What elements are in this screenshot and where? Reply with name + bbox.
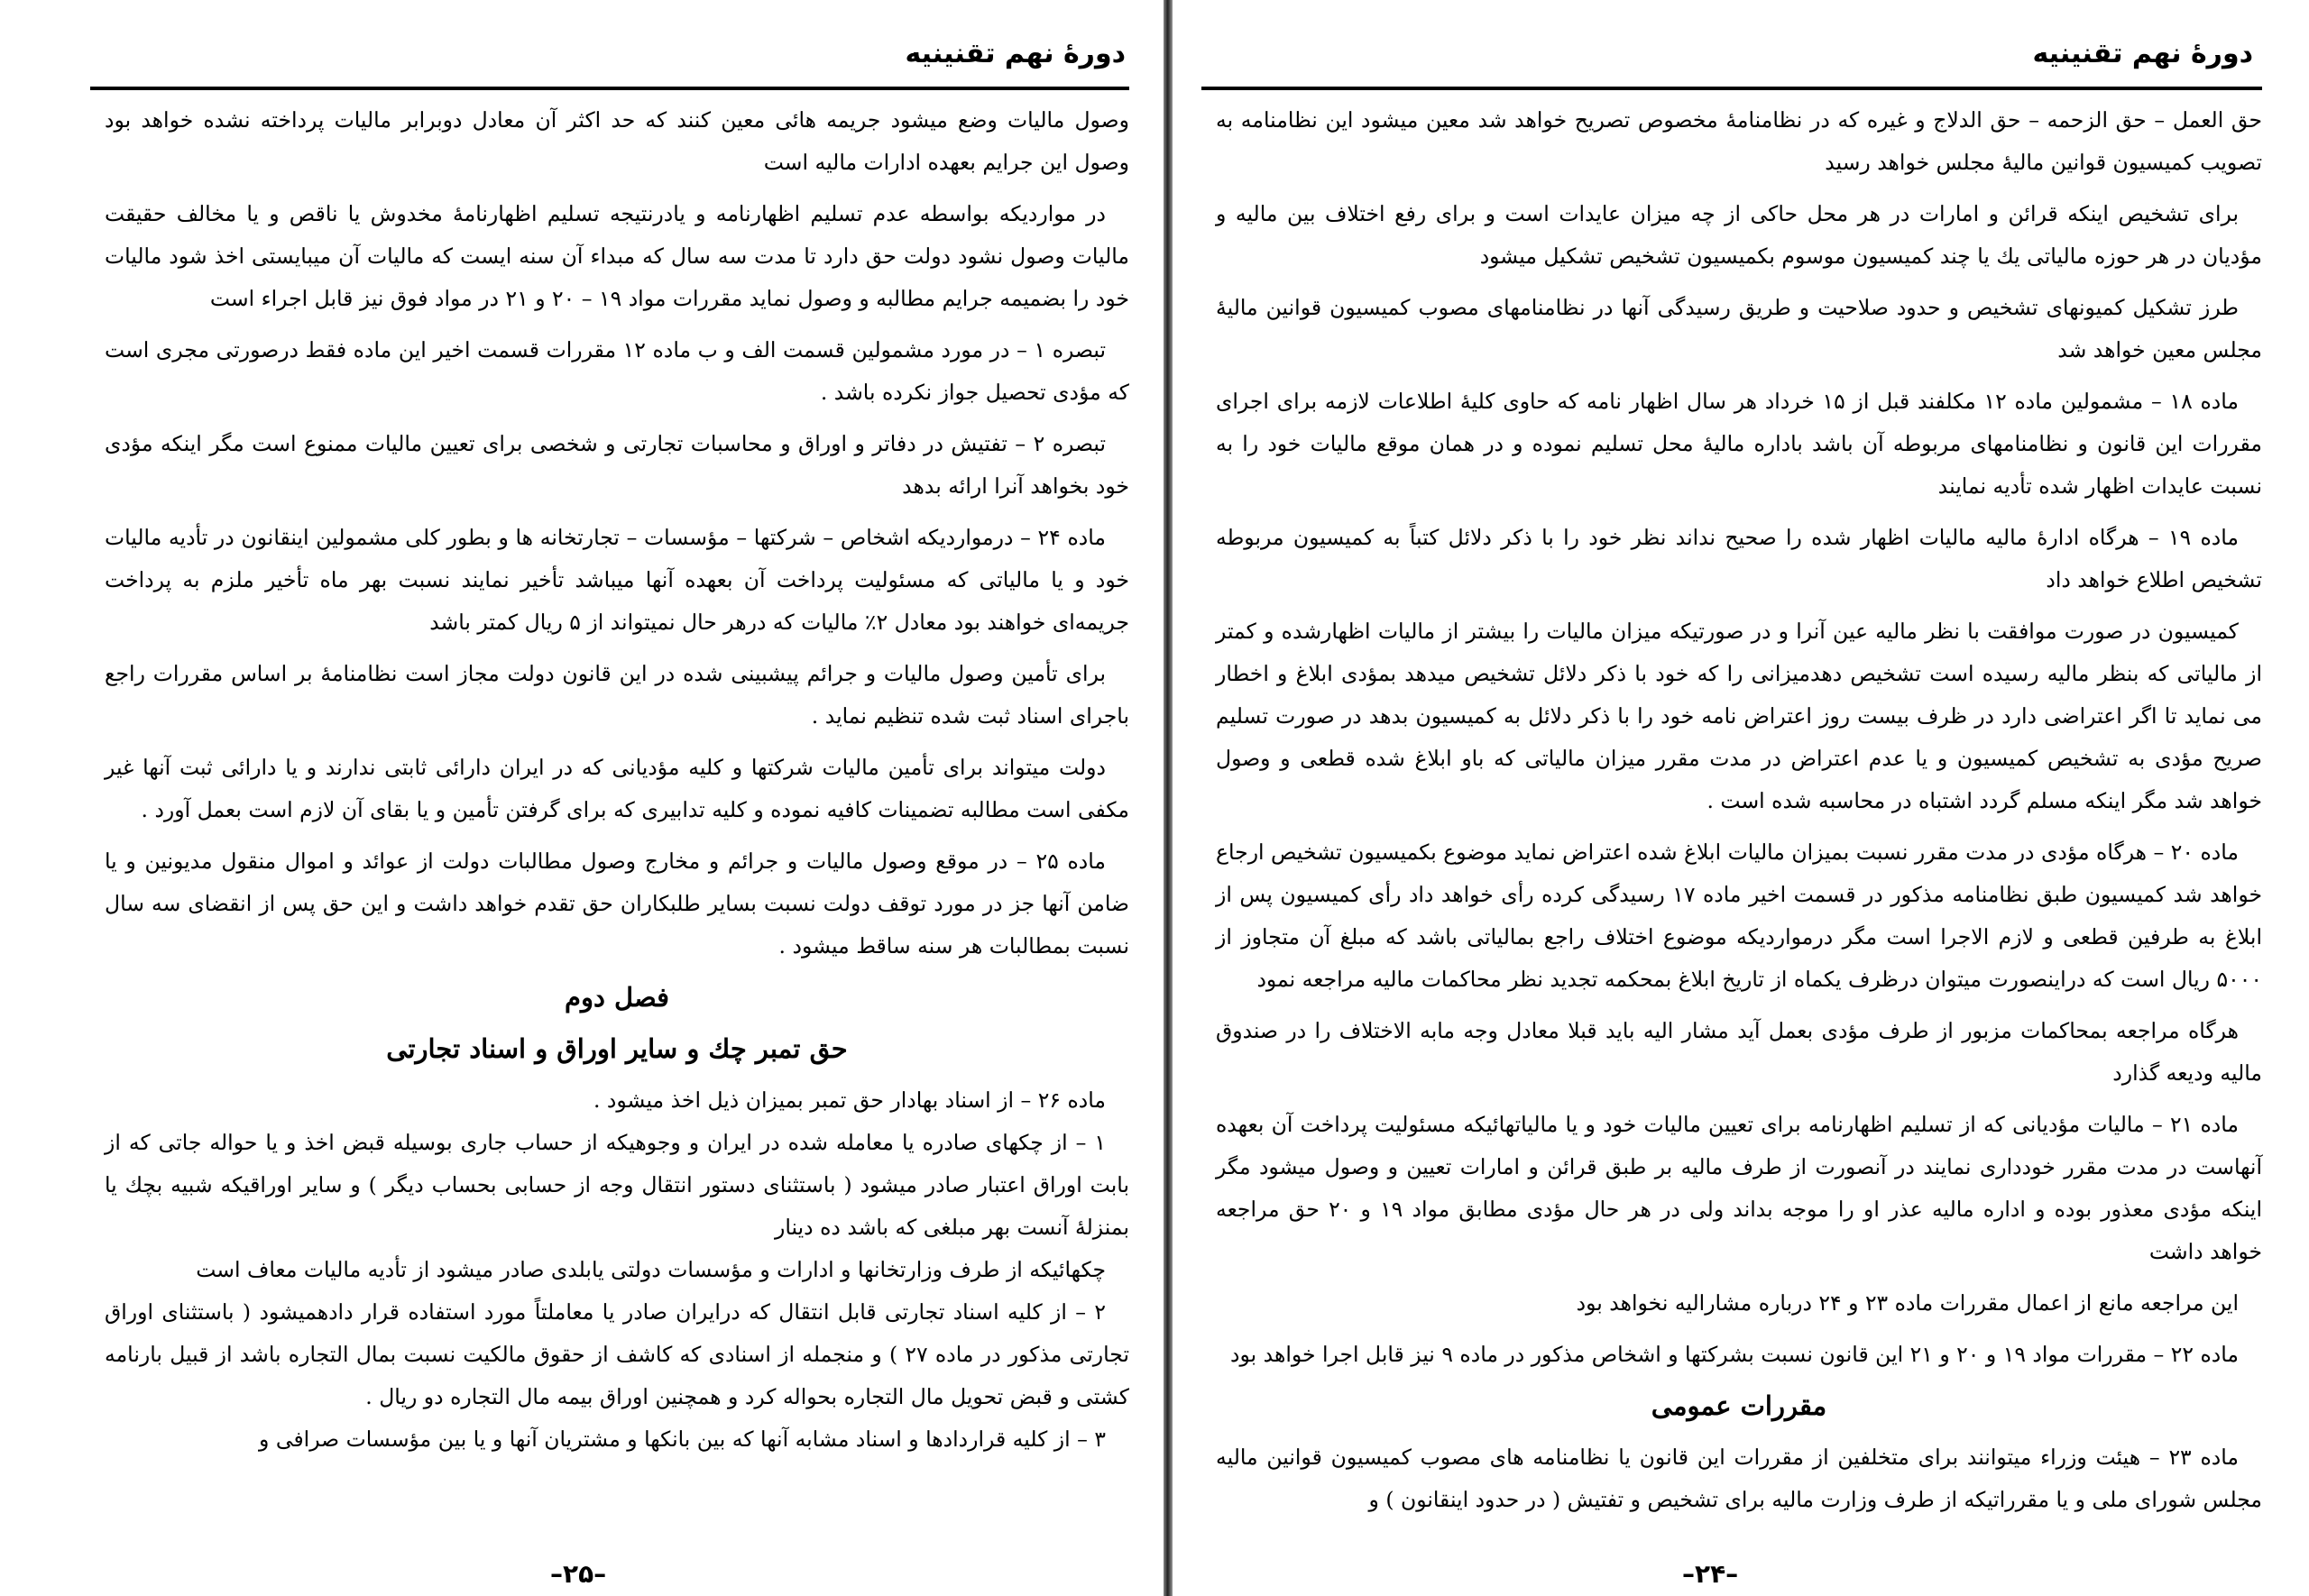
paragraph-l8: ماده ۲۵ – در موقع وصول مالیات و جرائم و مخارج وصول مطالبات دولت از عوائد و اموال منقول مدیونین و یا ضامن آنها جز در مورد توقف دولت نسبت بسایر طلبکاران حق تقدم خواهد داشت و این حق پس از انقضای سه سال نسبت بمطالبات هر سنه ساقط میشود .: [105, 848, 1129, 959]
paragraph-l10: ۱ – از چکهای صادره یا معامله شده در ایران و وجوهیکه از حساب جاری بوسیله قبض اخذ و یا حواله جاتی که از بابت اوراق اعتبار صادر میشود ( باستثنای دستور انتقال وجه از حسابی بحساب دیگر ) و سایر اوراقیکه شبیه بچك یا بمنزلهٔ آنست بهر مبلغی که باشد ده دینار: [105, 1130, 1129, 1240]
paragraph-r2: برای تشخیص اینکه قرائن و امارات در هر محل حاکی از چه میزان عایدات است و برای رفع اختلاف بین مالیه و مؤدیان در هر حوزه مالیاتی یك یا چند کمیسیون موسوم بکمیسیون تشخیص تشکیل میشود: [1216, 201, 2262, 269]
page-number-right: –۲۴–: [1682, 1559, 1739, 1589]
section-heading-left: حق تمبر چك و سایر اوراق و اسناد تجارتی: [386, 1033, 848, 1064]
header-rule-left: [90, 87, 1129, 90]
paragraph-l3: تبصره ۱ – در مورد مشمولین قسمت الف و ب ماده ۱۲ مقررات قسمت اخیر این ماده فقط درصورتی مجری است که مؤدی تحصیل جواز نکرده باشد .: [105, 337, 1129, 405]
paragraph-l6: برای تأمین وصول مالیات و جرائم پیشبینی شده در این قانون دولت مجاز است نظامنامهٔ بر اساس مقررات راجع باجرای اسناد ثبت شده تنظیم نماید .: [105, 661, 1129, 729]
paragraph-r5: ماده ۱۹ – هرگاه ادارهٔ مالیه مالیات اظهار شده را صحیح نداند نظر خود را با ذکر دلائل کتباً به کمیسیون مربوطه تشخیص اطلاع خواهد داد: [1216, 525, 2262, 592]
paragraph-l2: در مواردیکه بواسطه عدم تسلیم اظهارنامه و یادرنتیجه تسلیم اظهارنامهٔ مخدوش یا ناقص و یا مخالف حقیقت مالیات وصول نشود دولت حق دارد تا مدت سه سال که مبداء آن سنه ایست که مالیات آن میبایستی اخذ شود مالیات خود را بضمیمه جرایم مطالبه و وصول نماید مقررات مواد ۱۹ – ۲۰ و ۲۱ در مواد فوق نیز قابل اجراء است: [105, 201, 1129, 311]
left-page-body: [105, 99, 1129, 1461]
paragraph-r6: کمیسیون در صورت موافقت با نظر مالیه عین آنرا و در صورتیکه میزان مالیات را بیشتر از مالیات اظهارشده و کمتر از مالیاتی که بنظر مالیه رسیده است تشخیص دهدمیزانی را که خود با ذکر دلائل تشخیص میدهد بمؤدی ابلاغ و اخطار می نماید تا اگر اعتراضی دارد در ظرف بیست روز اعتراض نامه خود را با ذکر دلائل به کمیسیون بدهد در صورت تسلیم صریح مؤدی به تشخیص کمیسیون و یا عدم اعتراض در مدت مقرر میزان مالیاتی که باو ابلاغ شده قطعی و وصول خواهد شد مگر اینکه مسلم گردد اشتباه در محاسبه شده است .: [1216, 619, 2262, 813]
header-rule-right: [1201, 87, 2262, 90]
paragraph-l5: ماده ۲۴ – درمواردیکه اشخاص – شرکتها – مؤسسات – تجارتخانه ها و بطور کلی مشمولین اینقانون در تأدیه مالیات خود و یا مالیاتی که مسئولیت پرداخت آن بعهده آنها میباشد تأخیر نمایند نسبت بهر ماه تأخیر ملزم به پرداخت جریمه‌ای خواهند بود معادل ۲٪ مالیات که درهر حال نمیتواند از ۵ ریال کمتر باشد: [105, 525, 1129, 635]
chapter-heading: فصل دوم: [565, 982, 669, 1013]
paragraph-l4: تبصره ۲ – تفتیش در دفاتر و اوراق و محاسبات تجارتی و شخصی برای تعیین مالیات ممنوع است مگر اینکه مؤدی خود بخواهد آنرا ارائه بدهد: [105, 431, 1129, 499]
paragraph-l12: ۲ – از کلیه اسناد تجارتی قابل انتقال که درایران صادر یا معاملتاً مورد استفاده قرار دادهمیشود ( باستثنای اوراق تجارتی مذکور در ماده ۲۷ ) و منجمله از اسنادی که کاشف از حقوق مالکیت نسبت بمال التجاره باشد از قبیل بارنامه کشتی و قبض تحویل مال التجاره بحواله کرد و همچنین اوراق بیمه مال التجاره دو ریال .: [105, 1299, 1130, 1409]
paragraph-r9: ماده ۲۱ – مالیات مؤدیانی که از تسلیم اظهارنامه برای تعیین مالیات خود و یا مالیاتهائیکه مسئولیت پرداخت آن بعهده آنهاست در مدت مقرر خودداری نمایند در آنصورت از طرف مالیه بر طبق قرائن و امارات تعیین و وصول میشود مگر اینکه مؤدی معذور بوده و اداره مالیه عذر او را موجه بداند ولی در هر حال مؤدی مطابق مواد ۱۹ و ۲۰ حق مراجعه خواهد داشت: [1216, 1112, 2262, 1264]
paragraph-l9: ماده ۲۶ – از اسناد بهادار حق تمبر بمیزان ذیل اخذ میشود .: [593, 1087, 1106, 1113]
paragraph-l13: ۳ – از کلیه قراردادها و اسناد مشابه آنها که بین بانکها و مشتریان آنها و یا بین مؤسسات صرافی و: [259, 1426, 1106, 1452]
page-number-left: –۲۵–: [550, 1559, 607, 1589]
paragraph-r10: این مراجعه مانع از اعمال مقررات ماده ۲۳ و ۲۴ درباره مشارالیه نخواهد بود: [1576, 1290, 2239, 1316]
paragraph-r11: ماده ۲۲ – مقررات مواد ۱۹ و ۲۰ و ۲۱ این قانون نسبت بشرکتها و اشخاص مذکور در ماده ۹ نیز قابل اجرا خواهد بود: [1230, 1342, 2239, 1367]
paragraph-r1: حق العمل – حق الزحمه – حق الدلاج و غیره که در نظامنامهٔ مخصوص تصریح خواهد شد معین میشود این نظامنامه به تصویب کمیسیون قوانین مالیهٔ مجلس خواهد رسید: [1216, 107, 2262, 175]
running-header-right: دورهٔ نهم تقنینیه: [2032, 38, 2253, 69]
book-gutter: [1164, 0, 1173, 1596]
section-heading-right: مقررات عمومی: [1651, 1390, 1827, 1421]
paragraph-r7: ماده ۲۰ – هرگاه مؤدی در مدت مقرر نسبت بمیزان مالیات ابلاغ شده اعتراض نماید موضوع بکمیسیون تشخیص ارجاع خواهد شد کمیسیون طبق نظامنامه مذکور در قسمت اخیر ماده ۱۷ رسیدگی کرده رأی خواهد داد رأی کمیسیون پس از ابلاغ به طرفین قطعی و لازم الاجرا است مگر درمواردیکه موضوع اختلاف راجع بمالیاتی باشد که مبلغ آن متجاوز از ۵۰۰۰ ریال است که دراینصورت میتوان درظرف یکماه از تاریخ ابلاغ بمحکمه تجدید نظر محاکمات مالیه مراجعه نمود: [1216, 839, 2262, 992]
paragraph-l11: چکهائیکه از طرف وزارتخانها و ادارات و مؤسسات دولتی یابلدی صادر میشود از تأدیه مالیات معاف است: [196, 1257, 1106, 1282]
paragraph-r4: ماده ۱۸ – مشمولین ماده ۱۲ مکلفند قبل از ۱۵ خرداد هر سال اظهار نامه که حاوی کلیهٔ اطلاعات لازمه برای اجرای مقررات این قانون و نظامنامهای مربوطه آن باشد باداره مالیهٔ محل تسلیم نموده و در همان موقع مالیات خود را به نسبت عایدات اظهار شده تأدیه نمایند: [1216, 389, 2262, 499]
paragraph-r8: هرگاه مراجعه بمحاکمات مزبور از طرف مؤدی بعمل آید مشار الیه باید قبلا معادل وجه مابه الاختلاف را در صندوق مالیه ودیعه گذارد: [1216, 1018, 2262, 1086]
right-page-body: [1216, 99, 2262, 1530]
paragraph-l7: دولت میتواند برای تأمین مالیات شرکتها و کلیه مؤدیانی که در ایران دارائی ثابتی ندارند و یا دارائی ثبت آنها غیر مکفی است مطالبه تضمینات کافیه نموده و کلیه تدابیری که برای گرفتن تأمین و یا بقای آن لازم است بعمل آورد .: [105, 755, 1129, 822]
running-header-left: دورهٔ نهم تقنینیه: [905, 38, 1126, 69]
paragraph-r12: ماده ۲۳ – هیئت وزراء میتوانند برای متخلفین از مقررات این قانون یا نظامنامه های مصوب کمیسیون قوانین مالیه مجلس شورای ملی و یا مقرراتیکه از طرف وزارت مالیه برای تشخیص و تفتیش ( در حدود اینقانون ) و: [1216, 1445, 2262, 1512]
paragraph-l1: وصول مالیات وضع میشود جریمه هائی معین کنند که حد اکثر آن معادل دوبرابر مالیات پرداخته نشده خواهد بود وصول این جرایم بعهده ادارات مالیه است: [105, 107, 1129, 175]
right-page: [1173, 0, 2309, 1596]
paragraph-r3: طرز تشکیل کمیونهای تشخیص و حدود صلاحیت و طریق رسیدگی آنها در نظامنامهای مصوب کمیسیون قوانین مالیهٔ مجلس معین خواهد شد: [1216, 295, 2262, 362]
